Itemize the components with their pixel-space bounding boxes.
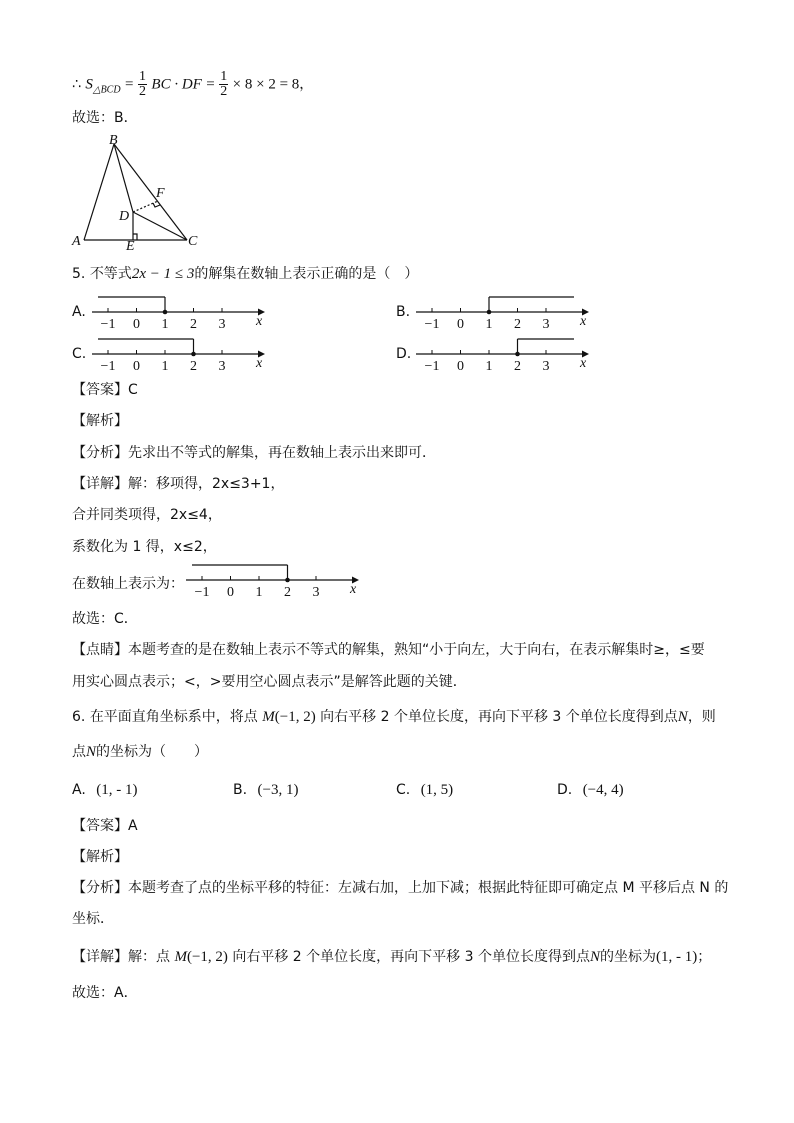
fraction-half-2	[219, 70, 228, 99]
top-choice: 故选：B．	[72, 110, 138, 126]
tick-label: −1	[424, 359, 440, 372]
label-a: A	[72, 234, 81, 249]
area-symbol: S	[85, 76, 93, 93]
tick-label: 0	[457, 317, 464, 330]
option-label: C.	[396, 782, 411, 798]
tick-label: 3	[218, 359, 226, 372]
point-n: N	[589, 949, 600, 965]
axis-variable: x	[350, 582, 357, 597]
detail-text: ；	[697, 949, 712, 965]
q5-detail-2: 合并同类项得，2x≤4，	[72, 507, 222, 523]
solid-dot	[285, 578, 290, 583]
q5-fenxi	[72, 443, 436, 463]
solid-dot	[487, 310, 492, 315]
q6-stem-1	[72, 707, 716, 727]
tick-label: 1	[485, 359, 493, 372]
option-label: A.	[72, 782, 86, 798]
edge-bc	[114, 144, 187, 240]
solid-dot	[515, 352, 520, 357]
option-label: D.	[557, 782, 573, 798]
fraction-denominator: 2	[220, 84, 228, 99]
number-line-option-c[interactable]	[90, 332, 270, 372]
tick-label: −1	[424, 317, 440, 330]
tick-label: 2	[190, 359, 197, 372]
stem-text: 在平面直角坐标系中，将点	[89, 709, 258, 725]
answer-value: A	[128, 818, 138, 834]
edge-bd	[114, 144, 133, 212]
equals-sign: =	[125, 76, 134, 93]
number-line-option-b[interactable]	[414, 290, 594, 330]
stem-text: 向右平移 2 个单位长度，再向下平移 3 个单位长度得到点	[320, 709, 678, 725]
q5-analysis-tag: 【解析】	[72, 413, 128, 429]
tick-label: −1	[194, 585, 210, 598]
tick-label: 0	[227, 585, 234, 598]
option-value: (−4, 4)	[582, 782, 624, 798]
q6-option-b[interactable]	[233, 780, 298, 800]
detail-tag: 【详解】	[72, 476, 128, 492]
fenxi-tag: 【分析】	[72, 880, 128, 896]
q6-fenxi-1	[72, 878, 728, 898]
q5-choice: 故选：C．	[72, 611, 138, 627]
tick-label: 1	[161, 359, 169, 372]
answer-tag: 【答案】	[72, 382, 128, 398]
formula-result: × 8 × 2 = 8	[232, 76, 300, 93]
q5-detail-4: 在数轴上表示为：	[72, 576, 184, 592]
fraction-half-1	[138, 70, 147, 99]
tick-label: −1	[100, 359, 116, 372]
stem-inequality: 2x − 1 ≤ 3	[131, 266, 195, 282]
tick-label: 1	[161, 317, 169, 330]
tick-label: 0	[457, 359, 464, 372]
q6-stem-2	[72, 742, 208, 762]
equals-sign: =	[206, 76, 215, 93]
tick-label: 2	[190, 317, 197, 330]
detail-text: 解：移项得，2x≤3+1，	[128, 476, 285, 492]
option-value: (−3, 1)	[257, 782, 299, 798]
label-c: C	[188, 234, 198, 249]
dianjing-tag: 【点睛】	[72, 642, 128, 658]
tick-label: 3	[312, 585, 320, 598]
axis-variable: x	[580, 314, 587, 329]
q6-analysis-tag: 【解析】	[72, 849, 128, 865]
tick-label: 2	[514, 317, 521, 330]
option-value: (1, - 1)	[96, 782, 138, 798]
point-n: N	[86, 744, 97, 760]
fraction-numerator: 1	[220, 69, 228, 84]
q5-stem	[72, 264, 418, 284]
axis-variable: x	[580, 356, 587, 371]
tick-label: 2	[514, 359, 521, 372]
comma: ，	[299, 76, 314, 93]
result-coord: (1, - 1)	[656, 949, 698, 965]
point-m-coord: (−1, 2)	[274, 709, 316, 725]
option-label: B.	[233, 782, 248, 798]
area-formula	[72, 70, 313, 100]
therefore-symbol: ∴	[72, 76, 81, 93]
q6-option-d[interactable]	[557, 780, 624, 800]
tick-label: 0	[133, 317, 140, 330]
tick-label: 2	[284, 585, 291, 598]
stem-text: 的解集在数轴上表示正确的是（ ）	[194, 266, 419, 282]
area-subscript: △BCD	[92, 84, 121, 96]
question-number: 5.	[72, 266, 86, 282]
stem-text: 点	[72, 744, 86, 760]
detail-text: 的坐标为	[600, 949, 656, 965]
stem-text: ，则	[687, 709, 716, 725]
q5-answer	[72, 380, 138, 400]
q6-option-c[interactable]	[396, 780, 453, 800]
tick-label: 1	[485, 317, 493, 330]
q6-fenxi-2: 坐标．	[72, 911, 114, 927]
point-m-coord: (−1, 2)	[186, 949, 228, 965]
point-m: M	[262, 709, 275, 725]
fraction-denominator: 2	[138, 84, 146, 99]
q5-dianjing-1	[72, 640, 705, 660]
q6-option-a[interactable]	[72, 780, 137, 800]
edge-dc	[133, 212, 187, 240]
tick-label: −1	[100, 317, 116, 330]
fenxi-tag: 【分析】	[72, 445, 128, 461]
fraction-numerator: 1	[138, 69, 146, 84]
label-f: F	[156, 186, 165, 201]
q6-choice: 故选：A．	[72, 985, 138, 1001]
axis-variable: x	[256, 314, 263, 329]
label-d: D	[119, 209, 130, 224]
q5-option-c-label[interactable]: C.	[72, 346, 87, 362]
label-e: E	[126, 239, 135, 250]
q5-detail-1	[72, 474, 284, 494]
option-value: (1, 5)	[420, 782, 454, 798]
edge-ab	[84, 144, 114, 240]
detail-tag: 【详解】	[72, 949, 128, 965]
tick-label: 3	[542, 359, 550, 372]
formula-term: BC · DF	[151, 76, 202, 93]
solid-dot	[191, 352, 196, 357]
dianjing-text: 本题考查的是在数轴上表示不等式的解集，熟知“小于向左，大于向右，在表示解集时≥，≤要	[128, 642, 705, 658]
number-line-solution	[184, 558, 364, 598]
label-b: B	[109, 133, 118, 148]
point-n: N	[677, 709, 688, 725]
number-line-option-d[interactable]	[414, 332, 594, 372]
q5-detail-3: 系数化为 1 得，x≤2，	[72, 539, 217, 555]
solid-dot	[163, 310, 168, 315]
triangle-figure	[70, 132, 210, 250]
detail-text: 向右平移 2 个单位长度，再向下平移 3 个单位长度得到点	[232, 949, 590, 965]
q6-detail	[72, 947, 711, 967]
q5-dianjing-2: 用实心圆点表示；<，>要用空心圆点表示”是解答此题的关键．	[72, 674, 467, 690]
axis-variable: x	[256, 356, 263, 371]
number-line-option-a[interactable]	[90, 290, 270, 330]
question-number: 6.	[72, 709, 86, 725]
fenxi-text: 本题考查了点的坐标平移的特征：左减右加，上加下减；根据此特征即可确定点 M 平移后点 N 的	[128, 880, 729, 896]
q6-answer	[72, 816, 138, 836]
stem-text: 的坐标为（ ）	[96, 744, 209, 760]
fenxi-text: 先求出不等式的解集，再在数轴上表示出来即可．	[128, 445, 436, 461]
tick-label: 1	[255, 585, 263, 598]
stem-text: 不等式	[89, 266, 132, 282]
detail-text: 解：点	[128, 949, 170, 965]
q5-option-a-label[interactable]: A.	[72, 304, 86, 320]
q5-option-d-label[interactable]: D.	[396, 346, 412, 362]
answer-value: C	[128, 382, 138, 398]
tick-label: 3	[542, 317, 550, 330]
point-m: M	[174, 949, 187, 965]
tick-label: 3	[218, 317, 226, 330]
answer-tag: 【答案】	[72, 818, 128, 834]
q5-option-b-label[interactable]: B.	[396, 304, 411, 320]
tick-label: 0	[133, 359, 140, 372]
